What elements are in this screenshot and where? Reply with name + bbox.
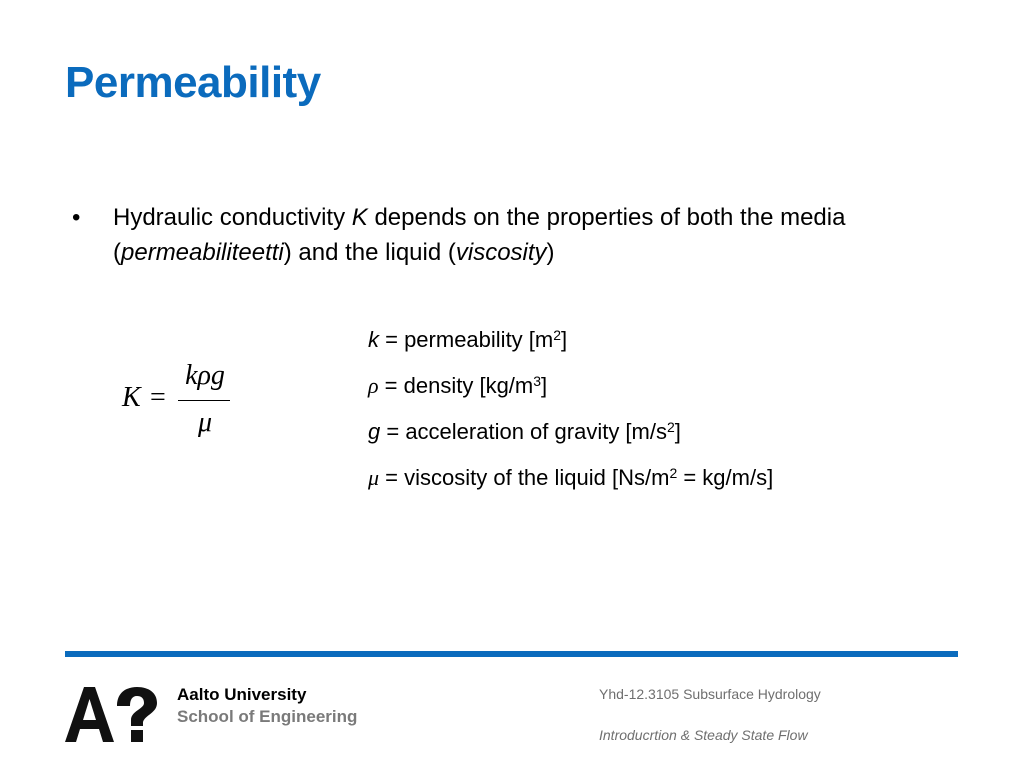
footer-divider <box>65 651 958 657</box>
bullet-text-part: ) and the liquid ( <box>283 239 456 266</box>
definition-symbol: k <box>368 327 379 352</box>
definition-symbol: ρ <box>368 373 379 398</box>
definition-exponent: 2 <box>669 465 678 481</box>
definition-text: = density [kg/m <box>378 373 534 398</box>
fraction-bar <box>178 400 230 401</box>
slide-title: Permeability <box>65 58 321 107</box>
definition-exponent: 2 <box>666 419 675 435</box>
definition-exponent: 3 <box>533 373 542 389</box>
formula-lhs: K <box>122 382 141 413</box>
definition-tail: ] <box>561 327 568 352</box>
definition-tail: ] <box>541 373 548 398</box>
formula-equals: = <box>150 382 166 413</box>
university-name: Aalto University <box>177 685 307 704</box>
definition-tail: ] <box>674 419 681 444</box>
definition-mu <box>368 461 773 507</box>
definition-symbol: μ <box>368 465 380 490</box>
aalto-logo-icon <box>65 684 160 744</box>
bullet-item <box>68 200 928 270</box>
bullet-text-part: depends on the properties of both the media ( <box>113 204 846 266</box>
definition-text: = viscosity of the liquid [Ns/m <box>379 465 670 490</box>
term-permeabiliteetti: permeabiliteetti <box>121 239 284 266</box>
formula-denominator: μ <box>197 407 213 438</box>
definition-tail: = kg/m/s] <box>677 465 774 490</box>
symbol-K: K <box>351 204 368 231</box>
definition-symbol: g <box>368 419 381 444</box>
formula-numerator: kρg <box>185 360 225 391</box>
bullet-text-part: ) <box>546 239 555 266</box>
definition-text: = acceleration of gravity [m/s <box>380 419 667 444</box>
bullet-list <box>68 200 928 270</box>
definition-text: = permeability [m <box>379 327 554 352</box>
bullet-marker: • <box>72 204 81 231</box>
course-topic: Introducrtion & Steady State Flow <box>599 727 808 743</box>
school-name: School of Engineering <box>177 707 358 726</box>
definition-rho <box>368 369 773 415</box>
variable-definitions <box>368 323 773 507</box>
definition-k <box>368 323 773 369</box>
bullet-text-part: Hydraulic conductivity <box>113 204 352 231</box>
course-code: Yhd-12.3105 Subsurface Hydrology <box>599 686 821 702</box>
hydraulic-conductivity-formula <box>122 360 242 450</box>
definition-exponent: 2 <box>553 327 562 343</box>
term-viscosity: viscosity <box>455 239 547 266</box>
definition-g <box>368 415 773 461</box>
